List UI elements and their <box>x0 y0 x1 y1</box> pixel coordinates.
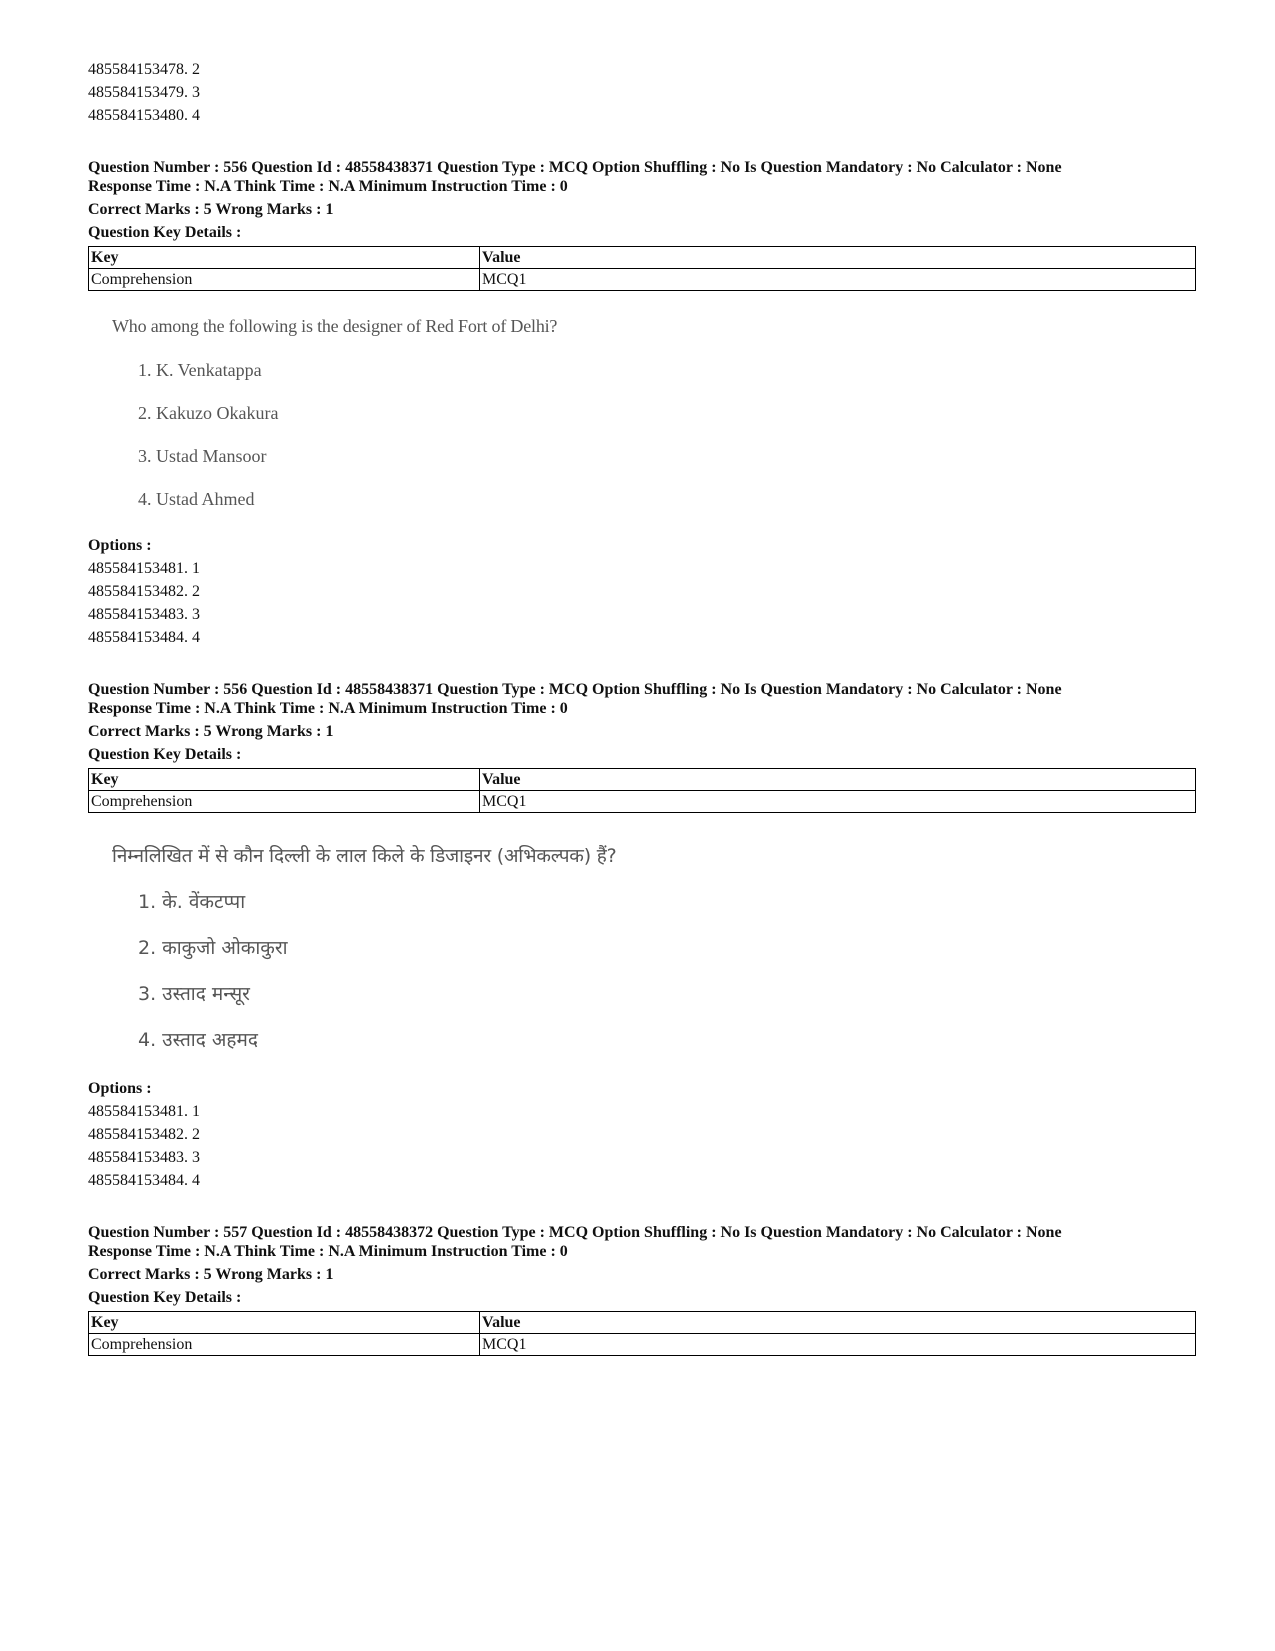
question-meta-line: Question Number : 556 Question Id : 48558438371 Question Type : MCQ Option Shuffling : No Is Question Mandatory : No Calculator : None <box>88 681 1062 698</box>
question-meta-line: Response Time : N.A Think Time : N.A Minimum Instruction Time : 0 <box>88 700 568 717</box>
option-line: 485584153483. 3 <box>88 606 200 623</box>
question-image <box>112 316 812 516</box>
marks-line: Correct Marks : 5 Wrong Marks : 1 <box>88 1266 334 1283</box>
table-header-key: Key <box>89 1312 480 1334</box>
table-header-value: Value <box>480 1312 1196 1334</box>
question-meta-line: Response Time : N.A Think Time : N.A Minimum Instruction Time : 0 <box>88 1243 568 1260</box>
options-label: Options : <box>88 1080 152 1097</box>
option-line: 485584153479. 3 <box>88 84 200 101</box>
table-cell-value: MCQ1 <box>480 269 1196 291</box>
choice-text: 3. उस्ताद मन्सूर <box>138 983 250 1005</box>
table-row <box>89 1334 1196 1356</box>
options-label: Options : <box>88 537 152 554</box>
table-cell-value: MCQ1 <box>480 1334 1196 1356</box>
question-image <box>112 842 812 1052</box>
marks-line: Correct Marks : 5 Wrong Marks : 1 <box>88 723 334 740</box>
table-row <box>89 769 1196 791</box>
marks-line: Correct Marks : 5 Wrong Marks : 1 <box>88 201 334 218</box>
option-line: 485584153484. 4 <box>88 629 200 646</box>
question-text: निम्नलिखित में से कौन दिल्ली के लाल किले के डिजाइनर (अभिकल्पक) हैं? <box>112 845 617 867</box>
option-line: 485584153483. 3 <box>88 1149 200 1166</box>
table-header-key: Key <box>89 769 480 791</box>
table-cell-key: Comprehension <box>89 269 480 291</box>
choice-text: 2. Kakuzo Okakura <box>138 403 279 423</box>
choice-text: 3. Ustad Mansoor <box>138 446 267 466</box>
table-row <box>89 791 1196 813</box>
table-header-value: Value <box>480 769 1196 791</box>
question-meta-line: Response Time : N.A Think Time : N.A Minimum Instruction Time : 0 <box>88 178 568 195</box>
question-meta-line: Question Number : 556 Question Id : 48558438371 Question Type : MCQ Option Shuffling : No Is Question Mandatory : No Calculator : None <box>88 159 1062 176</box>
question-key-table <box>88 246 1196 291</box>
question-key-table <box>88 768 1196 813</box>
choice-text: 4. उस्ताद अहमद <box>138 1029 258 1051</box>
choice-text: 4. Ustad Ahmed <box>138 489 255 509</box>
question-text: Who among the following is the designer of Red Fort of Delhi? <box>112 316 558 336</box>
choice-text: 1. K. Venkatappa <box>138 360 262 380</box>
choice-text: 1. के. वेंकटप्पा <box>138 891 246 913</box>
table-header-value: Value <box>480 247 1196 269</box>
option-line: 485584153484. 4 <box>88 1172 200 1189</box>
table-cell-value: MCQ1 <box>480 791 1196 813</box>
table-cell-key: Comprehension <box>89 1334 480 1356</box>
key-details-label: Question Key Details : <box>88 1289 242 1306</box>
option-line: 485584153481. 1 <box>88 560 200 577</box>
table-row <box>89 269 1196 291</box>
option-line: 485584153480. 4 <box>88 107 200 124</box>
key-details-label: Question Key Details : <box>88 746 242 763</box>
question-meta-line: Question Number : 557 Question Id : 48558438372 Question Type : MCQ Option Shuffling : No Is Question Mandatory : No Calculator : None <box>88 1224 1062 1241</box>
question-key-table <box>88 1311 1196 1356</box>
option-line: 485584153482. 2 <box>88 1126 200 1143</box>
option-line: 485584153482. 2 <box>88 583 200 600</box>
choice-text: 2. काकुजो ओकाकुरा <box>138 937 288 959</box>
table-header-key: Key <box>89 247 480 269</box>
option-line: 485584153478. 2 <box>88 61 200 78</box>
table-row <box>89 247 1196 269</box>
key-details-label: Question Key Details : <box>88 224 242 241</box>
table-cell-key: Comprehension <box>89 791 480 813</box>
option-line: 485584153481. 1 <box>88 1103 200 1120</box>
table-row <box>89 1312 1196 1334</box>
